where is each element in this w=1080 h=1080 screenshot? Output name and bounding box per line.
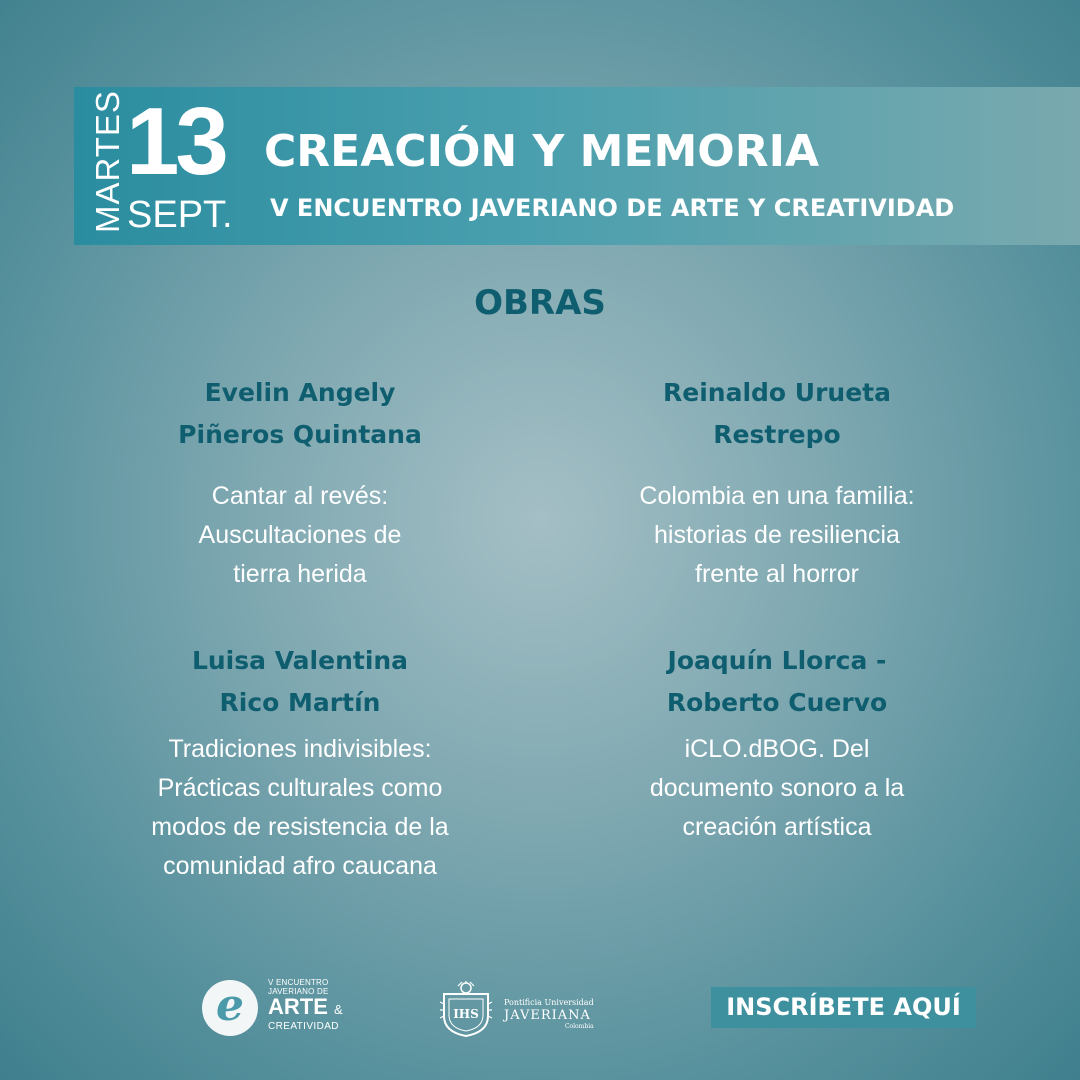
author-line: Rico Martín bbox=[219, 688, 381, 717]
title-line: Colombia en una familia: bbox=[639, 482, 915, 510]
title-line: frente al horror bbox=[695, 560, 859, 588]
month-label: SEPT. bbox=[127, 194, 233, 236]
title-line: historias de resiliencia bbox=[654, 521, 900, 549]
author-line: Evelin Angely bbox=[204, 378, 396, 407]
title-line: comunidad afro caucana bbox=[163, 852, 437, 880]
title-line: modos de resistencia de la bbox=[151, 813, 449, 841]
event-logo-arte: ARTE bbox=[268, 994, 328, 1019]
title-line: iCLO.dBOG. Del bbox=[684, 735, 870, 763]
work-card bbox=[567, 372, 987, 594]
title-line: documento sonoro a la bbox=[649, 774, 905, 802]
work-title bbox=[567, 477, 987, 594]
section-title: OBRAS bbox=[474, 283, 606, 323]
author-line: Piñeros Quintana bbox=[178, 420, 422, 449]
work-author bbox=[567, 640, 987, 724]
author-line: Restrepo bbox=[713, 420, 841, 449]
work-title bbox=[567, 730, 987, 847]
work-card bbox=[90, 372, 510, 594]
svg-text:IHS: IHS bbox=[453, 1007, 479, 1021]
title-line: tierra herida bbox=[233, 560, 367, 588]
university-line: Pontificia Universidad bbox=[504, 998, 594, 1007]
event-logo bbox=[202, 976, 343, 1040]
author-line: Luisa Valentina bbox=[191, 646, 409, 675]
author-line: Joaquín Llorca - bbox=[667, 646, 887, 675]
university-name: JAVERIANA bbox=[504, 1008, 591, 1023]
event-logo-line: V ENCUENTRO bbox=[268, 978, 329, 987]
title-line: creación artística bbox=[682, 813, 872, 841]
register-button[interactable]: INSCRÍBETE AQUÍ bbox=[711, 987, 976, 1028]
university-country: Colombia bbox=[564, 1023, 594, 1030]
title-line: Auscultaciones de bbox=[198, 521, 402, 549]
work-author bbox=[90, 640, 510, 724]
work-title bbox=[90, 477, 510, 594]
weekday-label: MARTES bbox=[89, 90, 126, 233]
work-card bbox=[567, 640, 987, 847]
event-logo-text bbox=[268, 978, 343, 1033]
title-line: Prácticas culturales como bbox=[157, 774, 443, 802]
work-card bbox=[90, 640, 510, 886]
university-logo bbox=[438, 978, 598, 1040]
event-subtitle: V ENCUENTRO JAVERIANO DE ARTE Y CREATIVIDAD bbox=[270, 194, 955, 222]
title-line: Tradiciones indivisibles: bbox=[168, 735, 432, 763]
author-line: Reinaldo Urueta bbox=[663, 378, 891, 407]
event-title: CREACIÓN Y MEMORIA bbox=[264, 126, 820, 177]
work-title bbox=[90, 730, 510, 886]
work-author bbox=[90, 372, 510, 456]
university-logo-text bbox=[504, 998, 594, 1031]
event-logo-icon: e bbox=[202, 980, 258, 1036]
work-author bbox=[567, 372, 987, 456]
author-line: Roberto Cuervo bbox=[666, 688, 888, 717]
university-crest-icon bbox=[438, 980, 494, 1038]
event-logo-line: CREATIVIDAD bbox=[268, 1021, 339, 1032]
event-logo-amp: & bbox=[334, 1002, 343, 1017]
day-number: 13 bbox=[126, 88, 225, 195]
title-line: Cantar al revés: bbox=[211, 482, 389, 510]
event-logo-line bbox=[268, 996, 343, 1021]
event-logo-line: JAVERIANO DE bbox=[268, 987, 329, 996]
